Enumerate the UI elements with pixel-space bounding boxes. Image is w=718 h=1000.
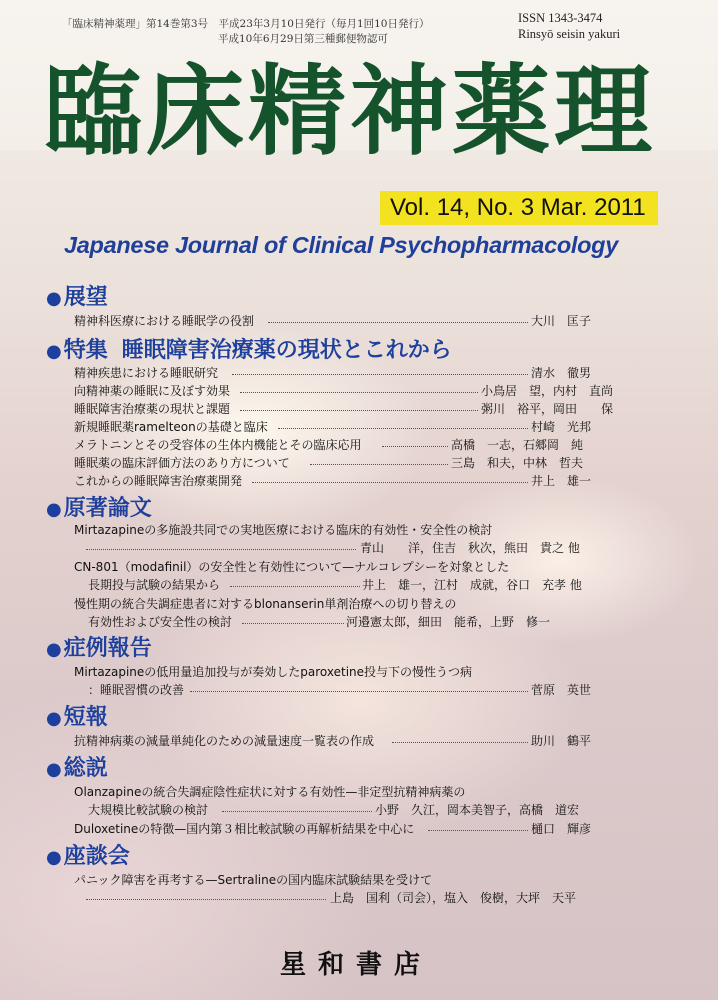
toc-entry-authors: 井上 雄一，江村 成就，谷口 充孝 他 [362, 578, 582, 592]
leader-dots [268, 322, 528, 323]
publisher-name: 星和書店 [280, 950, 433, 980]
toc-entry-title: 新規睡眠薬ramelteonの基礎と臨床 [74, 420, 268, 434]
toc-entry-authors: 粥川 裕平，岡田 保 [481, 402, 614, 416]
leader-dots [242, 623, 344, 624]
toc-entry-title: メラトニンとその受容体の生体内機能とその臨床応用 [74, 438, 362, 452]
leader-dots [278, 428, 528, 429]
toc-entry-title: 慢性期の統合失調症患者に対するblonanserin単剤治療への切り替えの [74, 597, 457, 611]
toc-entry-authors: 河邉憲太郎，細田 能希，上野 修一 [346, 615, 551, 629]
toc-entry-authors: 助川 鶴平 [531, 734, 592, 748]
section-heading-tokushu: ●特集 睡眠障害治療薬の現状とこれから [46, 338, 452, 363]
bullet-icon: ● [46, 759, 62, 780]
toc-entry-title: Duloxetineの特徴—国内第３相比較試験の再解析結果を中心に [74, 822, 415, 836]
toc-entry-title: 精神疾患における睡眠研究 [74, 366, 219, 380]
volume-issue-badge: Vol. 14, No. 3 Mar. 2011 [380, 191, 658, 225]
toc-entry-title-cont: 長期投与試験の結果から [88, 578, 221, 592]
toc-entry-title: 精神科医療における睡眠学の役割 [74, 314, 255, 328]
journal-title: 臨床精神薬理 [44, 55, 657, 169]
toc-entry-authors: 井上 雄一 [531, 474, 592, 488]
section-heading-tanpo: ●短報 [46, 705, 108, 730]
section-heading-sosetsu: ●総説 [46, 756, 108, 781]
toc-entry-authors: 小鳥居 望，内村 直尚 [481, 384, 614, 398]
publication-info-line2: 平成10年6月29日第三種郵便物認可 [218, 33, 388, 45]
toc-entry-title: Mirtazapineの多施設共同での実地医療における臨床的有効性・安全性の検討 [74, 523, 493, 537]
leader-dots [232, 374, 528, 375]
toc-entry-authors: 樋口 輝彦 [531, 822, 592, 836]
leader-dots [392, 742, 528, 743]
toc-entry-title: Mirtazapineの低用量追加投与が奏効したparoxetine投与下の慢性うつ病 [74, 665, 473, 679]
leader-dots [382, 446, 448, 447]
toc-entry-title: 睡眠障害治療薬の現状と課題 [74, 402, 231, 416]
toc-entry-title-cont: ：睡眠習慣の改善 [88, 683, 185, 697]
bullet-icon: ● [46, 847, 62, 868]
section-heading-tenbo: ●展望 [46, 285, 108, 310]
romanized-title: Rinsyō seisin yakuri [518, 27, 621, 41]
leader-dots [310, 464, 448, 465]
bullet-icon: ● [46, 639, 62, 660]
toc-entry-title: これからの睡眠障害治療薬開発 [74, 474, 243, 488]
leader-dots [222, 811, 372, 812]
leader-dots [240, 392, 478, 393]
toc-entry-title: 向精神薬の睡眠に及ぼす効果 [74, 384, 231, 398]
toc-entry-title: 抗精神病薬の減量単純化のための減量速度一覧表の作成 [74, 734, 375, 748]
toc-entry-authors: 村崎 光邦 [531, 420, 592, 434]
section-heading-zadankai: ●座談会 [46, 844, 130, 869]
toc-entry-authors: 三島 和夫，中林 哲夫 [451, 456, 584, 470]
toc-entry-authors: 上島 国利（司会），塩入 俊樹，大坪 天平 [330, 891, 577, 905]
issn: ISSN 1343-3474 [518, 11, 603, 25]
toc-entry-title: 睡眠薬の臨床評価方法のあり方について [74, 456, 290, 470]
bullet-icon: ● [46, 708, 62, 729]
bullet-icon: ● [46, 288, 62, 309]
toc-entry-authors: 菅原 英世 [531, 683, 592, 697]
toc-entry-authors: 小野 久江，岡本美智子，高橋 道宏 [375, 803, 580, 817]
section-heading-gencho: ●原著論文 [46, 496, 152, 521]
leader-dots [240, 410, 478, 411]
leader-dots [190, 691, 528, 692]
bullet-icon: ● [46, 341, 62, 362]
leader-dots [230, 586, 360, 587]
leader-dots [86, 899, 326, 900]
section-heading-shorei: ●症例報告 [46, 636, 152, 661]
toc-entry-authors: 高橋 一志，石郷岡 純 [451, 438, 584, 452]
bullet-icon: ● [46, 499, 62, 520]
leader-dots [252, 482, 528, 483]
leader-dots [86, 549, 356, 550]
leader-dots [428, 830, 528, 831]
toc-entry-title: CN-801（modafinil）の安全性と有効性について—ナルコレプシーを対象とした [74, 560, 510, 574]
toc-entry-authors: 大川 匡子 [531, 314, 592, 328]
toc-entry-authors: 青山 洋，住吉 秋次，熊田 貴之 他 [360, 541, 580, 555]
toc-entry-title-cont: 有効性および安全性の検討 [88, 615, 233, 629]
toc-entry-title: Olanzapineの統合失調症陰性症状に対する有効性—非定型抗精神病薬の [74, 785, 466, 799]
english-title: Japanese Journal of Clinical Psychopharmacology [64, 232, 618, 258]
toc-entry-title: パニック障害を再考する—Sertralineの国内臨床試験結果を受けて [74, 873, 433, 887]
publication-info-line1: 「臨床精神薬理」第14巻第3号 平成23年3月10日発行（毎月1回10日発行） [62, 18, 430, 30]
toc-entry-authors: 清水 徹男 [531, 366, 592, 380]
toc-entry-title-cont: 大規模比較試験の検討 [88, 803, 209, 817]
